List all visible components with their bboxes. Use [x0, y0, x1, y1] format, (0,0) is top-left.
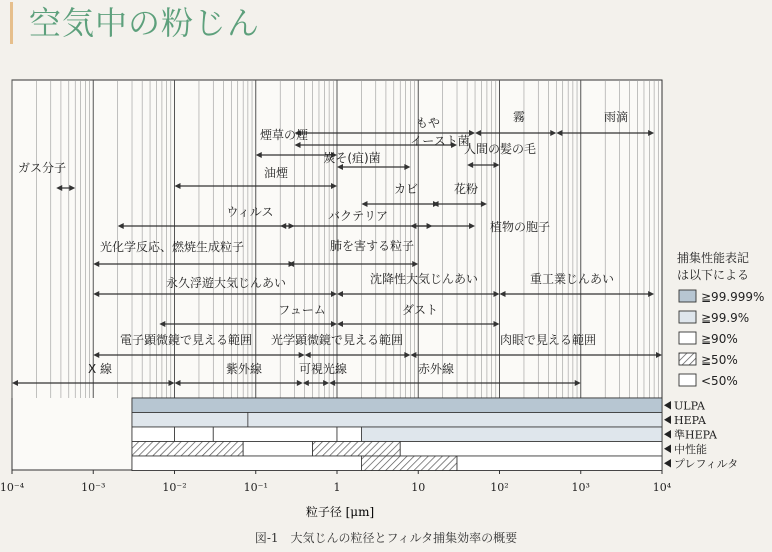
range-label: イースト菌 [410, 134, 470, 148]
range-label: 煙草の煙 [259, 128, 309, 142]
range-label: 霧 [512, 110, 526, 124]
filter-bars [132, 398, 738, 471]
range-label: 沈降性大気じんあい [369, 272, 479, 286]
filter-pointer-icon [664, 445, 671, 454]
x-tick-label: 10⁻³ [81, 481, 106, 494]
range-label: 重工業じんあい [529, 272, 615, 286]
range-label: ガス分子 [18, 161, 67, 175]
range-label: カビ [393, 182, 419, 196]
range-label: ダスト [401, 303, 439, 317]
filter-name: プレフィルタ [674, 457, 739, 471]
range-label: 油煙 [263, 166, 289, 180]
range-label: 光学顕微鏡で見える範囲 [270, 333, 404, 347]
filter-name: ULPA [674, 399, 705, 413]
range-label: 肺を害する粒子 [329, 239, 415, 253]
filter-segment [132, 442, 243, 457]
x-tick-label: 10³ [571, 481, 590, 494]
legend-swatch [679, 332, 696, 344]
filter-segment [248, 413, 662, 428]
filter-segment [132, 427, 175, 442]
filter-segment [132, 398, 662, 413]
x-tick-label: 10² [490, 481, 509, 494]
range-label: 肉眼で見える範囲 [499, 333, 597, 347]
legend-title: は以下による [677, 268, 750, 282]
filter-segment [457, 456, 662, 471]
range-label: X 線 [87, 362, 113, 376]
legend [677, 250, 764, 388]
filter-name: 中性能 [674, 443, 707, 456]
x-tick-label: 10 [411, 481, 426, 494]
x-tick-label: 10⁴ [652, 481, 672, 494]
range-label: 炭そ(疽)菌 [323, 151, 381, 165]
legend-label: ≧90% [701, 332, 738, 346]
legend-label: ≧99.999% [701, 290, 765, 304]
range-label: 花粉 [453, 182, 479, 196]
legend-swatch [679, 374, 696, 386]
range-label: 可視光線 [298, 362, 348, 376]
range-label: 紫外線 [225, 362, 263, 376]
legend-title: 捕集性能表記 [677, 251, 750, 265]
x-tick-label: 10⁻⁴ [0, 481, 25, 494]
range-label: 植物の胞子 [489, 220, 551, 234]
range-label: フューム [278, 303, 326, 317]
range-label: 雨滴 [603, 110, 629, 124]
range-label: 人間の髪の毛 [463, 142, 537, 156]
legend-swatch [679, 290, 696, 302]
filter-segment [243, 442, 312, 457]
x-axis-label: 粒子径 [μm] [305, 505, 375, 519]
range-label: バクテリア [327, 209, 389, 223]
x-tick-label: 10⁻² [162, 481, 187, 494]
filter-pointer-icon [664, 430, 671, 439]
range-label: 電子顕微鏡で見える範囲 [119, 333, 253, 347]
x-tick-label: 1 [333, 481, 341, 494]
filter-segment [132, 456, 361, 471]
filter-segment [213, 427, 337, 442]
filter-segment [132, 413, 248, 428]
page-title: 空気中の粉じん [10, 2, 260, 44]
filter-segment [175, 427, 214, 442]
x-axis-ticks [0, 470, 672, 494]
x-tick-label: 10⁻¹ [243, 481, 268, 494]
range-label: ウィルス [226, 205, 274, 219]
filter-segment [400, 442, 662, 457]
legend-swatch [679, 353, 696, 365]
filter-segment [361, 456, 457, 471]
legend-swatch [679, 311, 696, 323]
filter-pointer-icon [664, 401, 671, 410]
filter-segment [361, 427, 662, 442]
legend-label: ≧50% [701, 353, 738, 367]
range-label: 永久浮遊大気じんあい [165, 276, 287, 290]
filter-pointer-icon [664, 459, 671, 468]
legend-label: ≧99.9% [701, 311, 750, 325]
range-label: もや [415, 116, 441, 130]
legend-label: <50% [701, 374, 738, 388]
filter-name: 準HEPA [674, 428, 717, 442]
filter-segment [337, 427, 361, 442]
figure-caption: 図-1 大気じんの粒径とフィルタ捕集効率の概要 [254, 531, 518, 545]
filter-name: HEPA [674, 414, 706, 427]
range-label: 赤外線 [417, 362, 455, 376]
filter-segment [313, 442, 401, 457]
filter-pointer-icon [664, 416, 671, 425]
range-label: 光化学反応、燃焼生成粒子 [99, 240, 245, 254]
